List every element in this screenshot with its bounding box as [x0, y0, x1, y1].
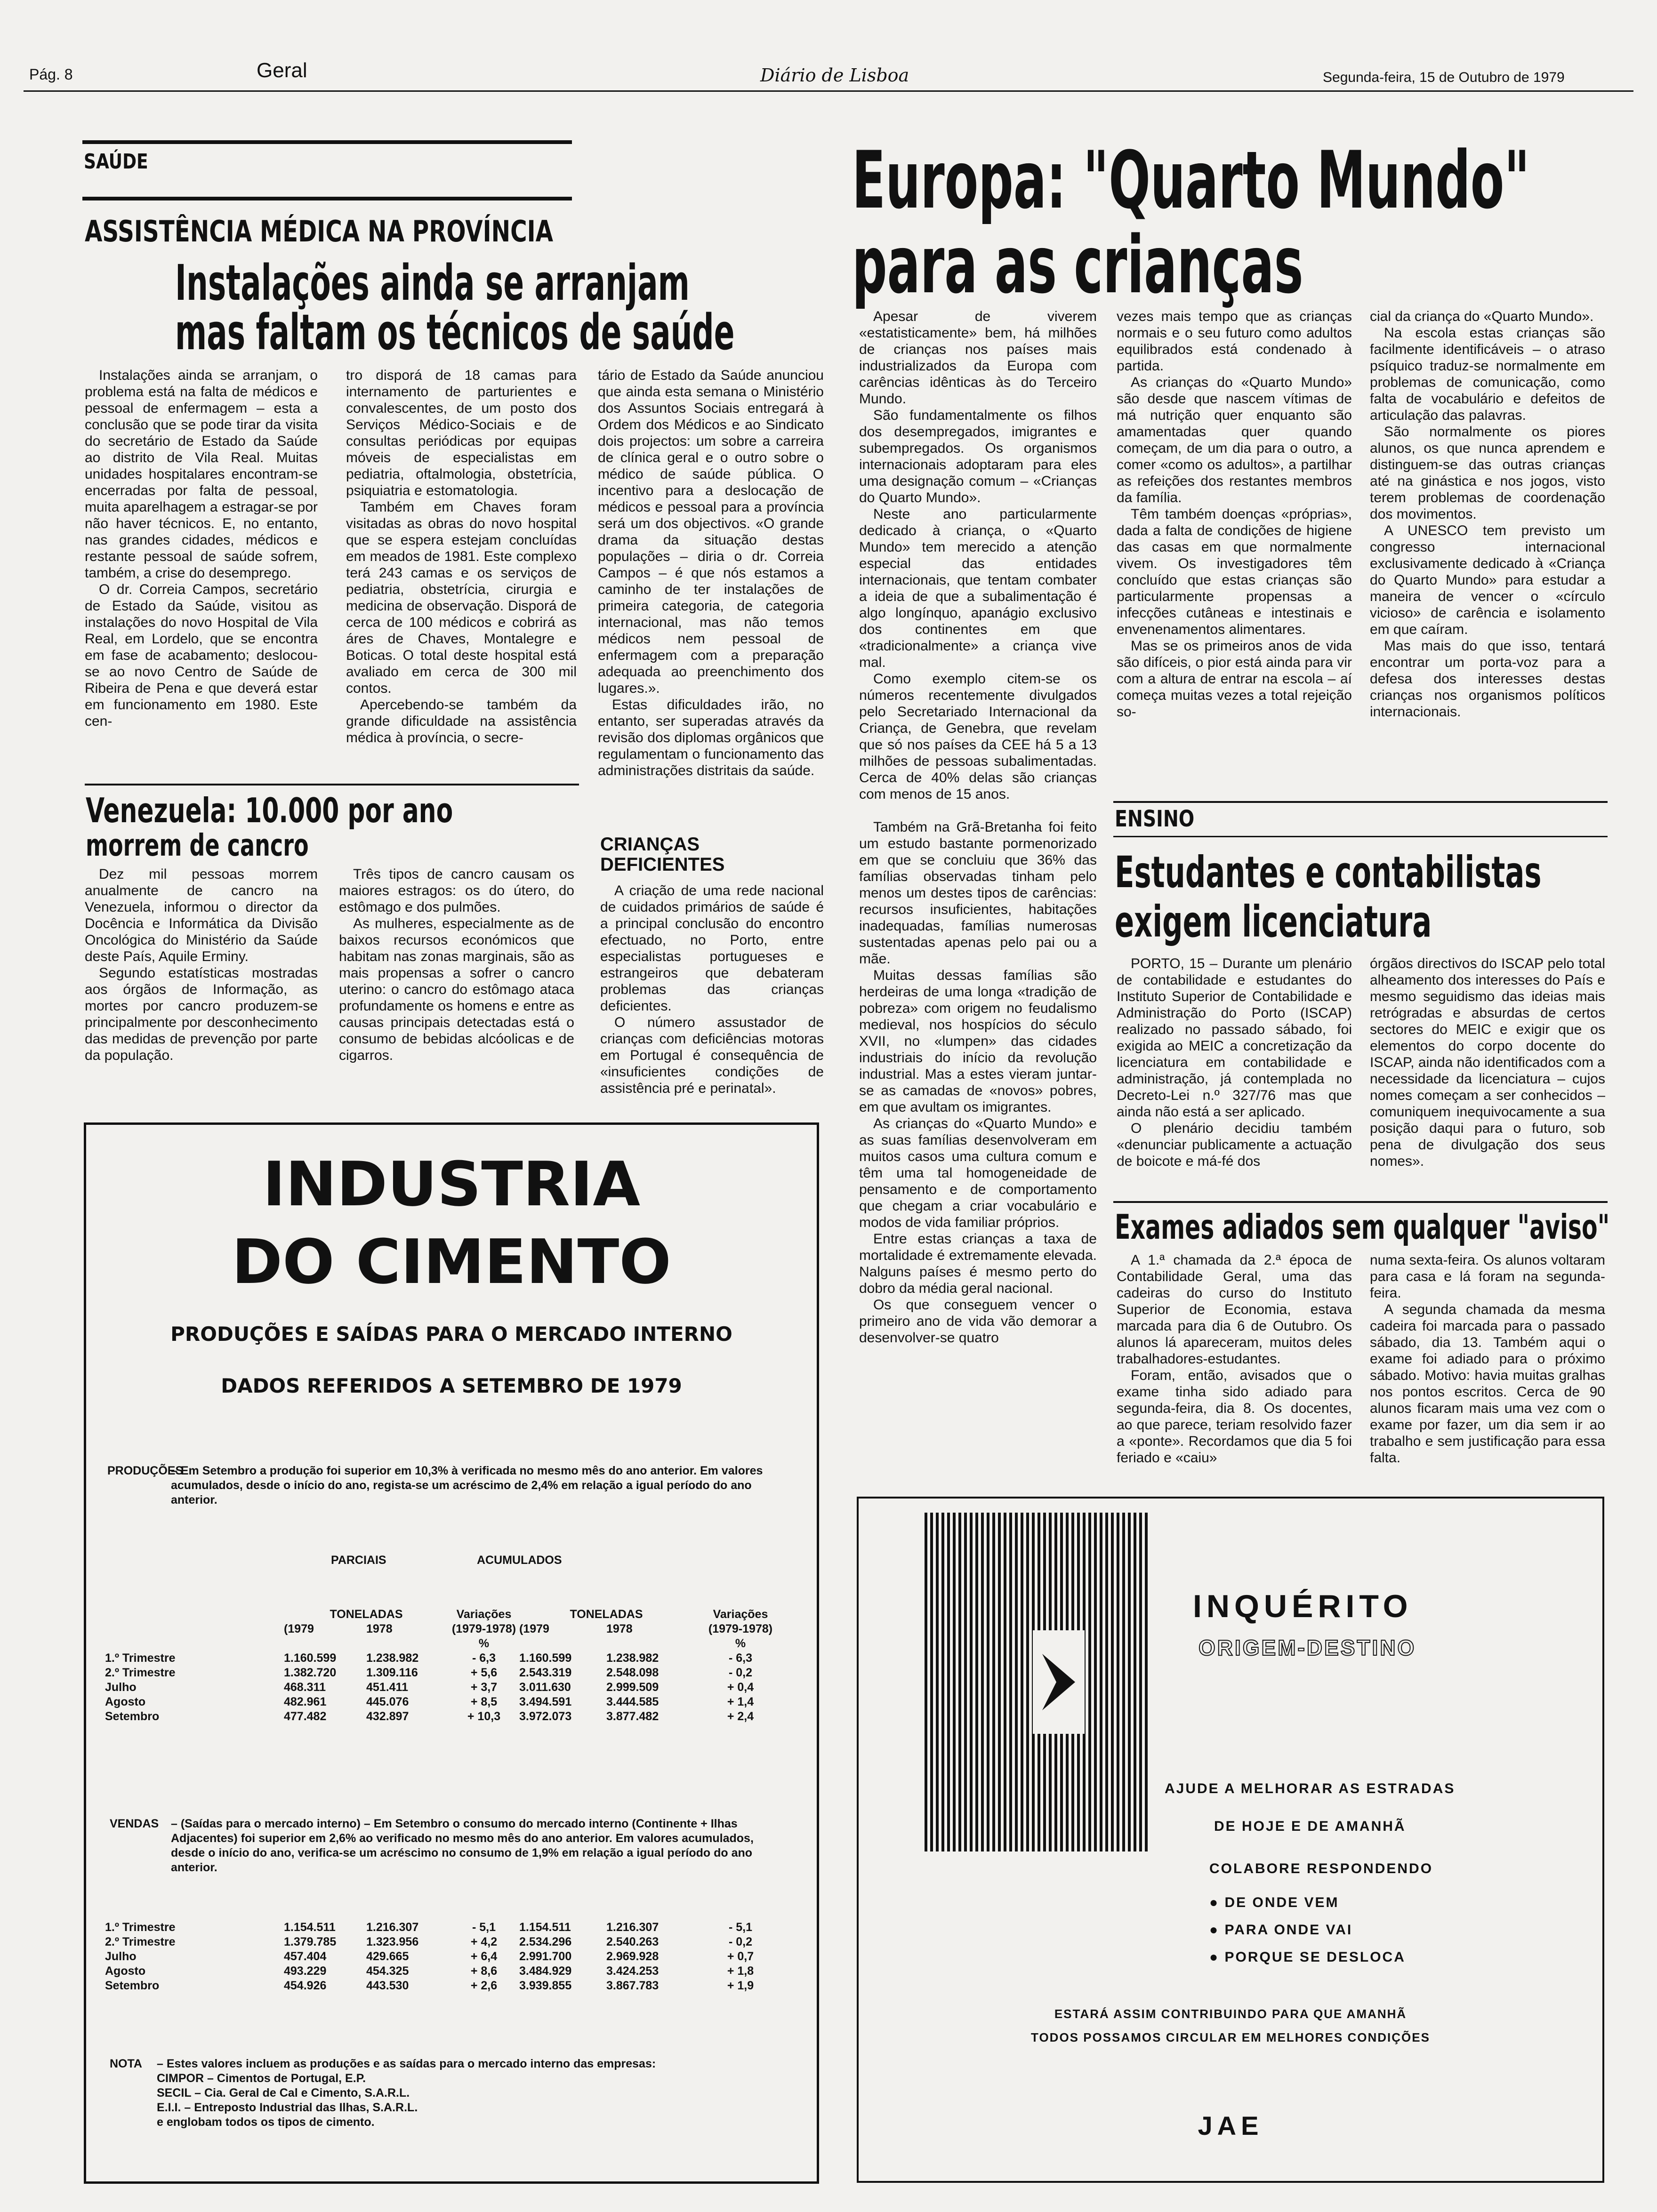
vendas-text: – (Saídas para o mercado interno) – Em Setembro o consumo do mercado interno (Continente + Ilhas Adjacentes) foi superior em 2,6% ao verificado no mesmo mês do ano anterior. Em valores acumulados, desde o início do ano, verifica-se um acréscimo no consumo de 1,9% em relação a igual período do ano anterior. — [171, 1817, 754, 1874]
inquerito-footer-2: TODOS POSSAMOS CIRCULAR EM MELHORES CONDIÇÕES — [1031, 2030, 1430, 2044]
stripe-line — [958, 1513, 961, 1851]
prod-cell-p78: 1.238.982 — [366, 1651, 419, 1665]
saude-p1: Instalações ainda se arranjam, o problema está na falta de médicos e pessoal de enfermagem – esta a conclusão que se pode tirar da visita do secretário de Estado da Saúde ao distrito de Vila Real. Muitas unidades hospitalares encontram-se encerradas por falta de pessoal, muita aparelhagem a estragar-se por não haver técnicos. E, no entanto, nas grandes cidades, médicos e restante pessoal de saúde sofrem, também, a crise do desemprego. — [85, 368, 318, 581]
europa-p6: Muitas dessas famílias são herdeiras de uma longa «tradição de pobreza» com origem no feudalismo medieval, nos hospícios do século XVII, no «lumpen» das cidades industriais do início da revolução industrial. Mas a estes vieram juntar-se as camadas de «novos» pobres, em que avultam os imigrantes. — [859, 968, 1097, 1115]
nota-block — [157, 2057, 769, 2130]
prod-cell-pv: + 8,5 — [470, 1695, 498, 1708]
inquerito-title: INQUÉRITO — [1193, 1588, 1413, 1624]
acumulados-label: ACUMULADOS — [477, 1554, 562, 1567]
stripe-line — [1015, 1513, 1018, 1851]
prod-cell-p79: 1.160.599 — [284, 1651, 337, 1665]
prod-cell-a78: 3.444.585 — [606, 1695, 659, 1708]
vendas-cell-label: 1.º Trimestre — [105, 1921, 176, 1934]
prod-cell-pv: + 5,6 — [470, 1666, 498, 1679]
vendas-row — [105, 1964, 792, 1979]
stripe-line — [1094, 1513, 1097, 1851]
vendas-table — [105, 1920, 792, 1993]
prod-cell-av: + 1,4 — [727, 1695, 754, 1708]
prod-cell-a78: 2.999.509 — [606, 1681, 659, 1694]
exames-rule — [1113, 1201, 1608, 1203]
europa-p7: As crianças do «Quarto Mundo» e as suas famílias desenvolveram em muitos casos uma cultura comum e têm uma tal homogeneidade de pensamento e de comportamento que chegam a criar vocabulário e modos de vida familiar próprios. — [859, 1116, 1097, 1230]
europa-p3: Neste ano particularmente dedicado à criança, o «Quarto Mundo» tem merecido a atenção especial das entidades internacionais, que tentam combater a ideia de que a subalimentação é algo longínquo, apanágio exclusivo dos continentes em que «tradicionalmente» a criança vive mal. — [859, 506, 1097, 670]
exames-p4: A segunda chamada da mesma cadeira foi marcada para o passado sábado, dia 13. Também aqui o exame foi adiado para o próximo sábado. Motivo: havia muitas gralhas nos pontos escritos. Cerca de 90 alunos ficaram mais uma vez com o exame por fazer, um dia sem ir ao trabalho e sem justificação para essa falta. — [1370, 1302, 1605, 1466]
criancas-def-title-2: DEFICIENTES — [600, 854, 725, 875]
vendas-cell-pv: + 2,6 — [470, 1979, 498, 1992]
inquerito-footer-1: ESTARÁ ASSIM CONTRIBUINDO PARA QUE AMANHÃ — [1054, 2007, 1407, 2021]
vendas-cell-pv: + 4,2 — [470, 1935, 498, 1948]
saude-rule-top — [82, 140, 572, 144]
vendas-cell-a78: 2.969.928 — [606, 1950, 659, 1963]
prod-cell-p79: 1.382.720 — [284, 1666, 337, 1679]
prod-head-3 — [105, 1636, 792, 1651]
stripe-line — [1117, 1513, 1119, 1851]
stripe-line — [981, 1513, 984, 1851]
stripe-line — [1111, 1513, 1114, 1851]
prod-cell-a79: 2.543.319 — [519, 1666, 572, 1679]
criancas-def-p1: A criação de uma rede nacional de cuidados primários de saúde é a principal conclusão do encontro efectuado, no Porto, entre especialistas portugueses e estrangeiros que debateram problemas das crianças deficientes. — [600, 883, 824, 1014]
europa-p17: A UNESCO tem previsto um congresso internacional exclusivamente dedicado à «Criança do Quarto Mundo» para estudar a maneira de vencer o «círculo vicioso» de carência e isolamento em que caíram. — [1370, 523, 1605, 637]
h-79-2: (1979 — [519, 1622, 549, 1635]
criancas-def-title-1: CRIANÇAS — [600, 834, 700, 855]
stripe-line — [1009, 1513, 1012, 1851]
stripe-line — [1100, 1513, 1102, 1851]
header-rule — [24, 90, 1633, 92]
stripe-line — [1139, 1513, 1142, 1851]
saude-p7: Estas dificuldades irão, no entanto, ser superadas através da revisão dos diplomas orgânicos que regulamentam o funcionamento das administrações distritais da saúde. — [598, 697, 824, 778]
nota-4: E.I.I. – Entreposto Industrial das Ilhas, S.A.R.L. — [157, 2101, 418, 2114]
ensino-label: ENSINO — [1115, 806, 1195, 832]
prod-cell-pv: + 3,7 — [470, 1681, 498, 1694]
parciais-label: PARCIAIS — [331, 1554, 386, 1567]
vendas-cell-pv: + 8,6 — [470, 1964, 498, 1978]
stripe-line — [947, 1513, 950, 1851]
saude-p6: tário de Estado da Saúde anunciou que ainda esta semana o Ministério dos Assuntos Sociais entregará à Ordem dos Médicos e ao Sindicato dois projectos: um sobre a carreira de clínica geral e o outro sobre o médico de saúde pública. O incentivo para a deslocação de médicos e pessoal para a província será um dos objectivos. «O grande drama da situação destas populações – diria o dr. Correia Campos – é que nós estamos a caminho de ter instalações de primeira categoria, de categoria internacional, mas não temos médicos nem pessoal de enfermagem com a preparação adequada ao preenchimento dos lugares.». — [598, 368, 824, 696]
saude-kicker: ASSISTÊNCIA MÉDICA NA PROVÍNCIA — [85, 214, 554, 248]
vendas-cell-p78: 1.216.307 — [366, 1921, 419, 1934]
bullet-icon: ● — [1209, 1895, 1225, 1910]
prod-rows — [105, 1651, 792, 1724]
h-ton-1: TONELADAS — [330, 1608, 403, 1621]
europa-p11: As crianças do «Quarto Mundo» são desde que nascem vítimas de má nutrição quer enquanto são amamentadas quer quando começam, de um dia para o outro, a comer «como os adultos», a partilhar as refeições dos restantes membros da família. — [1117, 375, 1352, 505]
h-pct-2: % — [735, 1637, 746, 1650]
vendas-cell-a78: 3.867.783 — [606, 1979, 659, 1992]
stripe-line — [964, 1513, 967, 1851]
ensino-p3: órgãos directivos do ISCAP pelo total alheamento dos interesses do País e mesmo seguidismo das ideias mais retrógradas e absurdas de certos sectores do MEIC e exigir que os elementos do corpo docente do ISCAP, ainda não identificados com a necessidade da licenciatura – cujos nomes começam a ser conhecidos – comuniquem inequivocamente a sua posição daqui para o futuro, sob pena de divulgação dos seus nomes». — [1370, 956, 1605, 1169]
vendas-label: VENDAS — [110, 1817, 159, 1830]
stripe-line — [1145, 1513, 1148, 1851]
h-78-2: 1978 — [606, 1622, 633, 1635]
cimento-ad — [84, 1122, 819, 2184]
stripe-line — [998, 1513, 1001, 1851]
stripe-line — [1004, 1513, 1006, 1851]
h-ton-2: TONELADAS — [570, 1608, 643, 1621]
prod-cell-av: + 2,4 — [727, 1710, 754, 1723]
saude-rule-bottom — [82, 197, 572, 200]
europa-p15: Na escola estas crianças são facilmente identificáveis – o atraso psíquico traduz-se normalmente em problemas de comunicação, como falta de vocabulário e defeitos de articulação das palavras. — [1370, 325, 1605, 423]
stripe-line — [1122, 1513, 1125, 1851]
bullet-icon: ● — [1209, 1922, 1225, 1938]
nota-label: NOTA — [110, 2057, 142, 2070]
vendas-cell-a79: 2.991.700 — [519, 1950, 572, 1963]
h-79-1: (1979 — [284, 1622, 314, 1635]
europa-p13: Mas se os primeiros anos de vida são difíceis, o pior está ainda para vir com a altura de entrar na escola – aí começa muitas vezes a total rejeição so- — [1117, 638, 1352, 720]
vendas-cell-label: Agosto — [105, 1964, 146, 1978]
venezuela-col-1 — [85, 866, 318, 1064]
vendas-cell-av: + 0,7 — [727, 1950, 754, 1963]
europa-p2: São fundamentalmente os filhos dos desempregados, imigrantes e subempregados. Os organismos internacionais adoptaram para eles uma designação comum – «Crianças do Quarto Mundo». — [859, 408, 1097, 505]
prod-cell-label: 2.º Trimestre — [105, 1666, 176, 1679]
europa-p8: Entre estas crianças a taxa de mortalidade é extremamente elevada. Nalguns países é mesmo perto do dobro da média geral nacional. — [859, 1231, 1097, 1296]
vendas-cell-a78: 2.540.263 — [606, 1935, 659, 1948]
vendas-cell-p79: 454.926 — [284, 1979, 327, 1992]
vendas-cell-pv: - 5,1 — [472, 1921, 496, 1934]
prod-cell-p78: 445.076 — [366, 1695, 409, 1708]
exames-headline: Exames adiados sem qualquer "aviso" — [1115, 1207, 1610, 1247]
inquerito-line-3: COLABORE RESPONDENDO — [1209, 1861, 1433, 1876]
saude-headline-1: Instalações ainda se arranjam — [175, 254, 690, 312]
vendas-cell-av: + 1,9 — [727, 1979, 754, 1992]
prod-cell-p79: 468.311 — [284, 1681, 326, 1694]
prod-cell-p79: 477.482 — [284, 1710, 327, 1723]
inquerito-subtitle: ORIGEM-DESTINO — [1199, 1635, 1416, 1660]
vendas-row — [105, 1979, 792, 1993]
prod-head-2 — [105, 1622, 792, 1636]
vendas-cell-p79: 457.404 — [284, 1950, 327, 1963]
vendas-cell-a79: 3.939.855 — [519, 1979, 572, 1992]
prod-cell-a78: 1.238.982 — [606, 1651, 659, 1665]
venezuela-headline-1: Venezuela: 10.000 por ano — [86, 791, 453, 830]
criancas-def-body — [600, 882, 824, 1097]
stripe-line — [1134, 1513, 1136, 1851]
prod-cell-label: Setembro — [105, 1710, 160, 1723]
stripe-line — [1026, 1513, 1029, 1851]
criancas-def-p2: O número assustador de crianças com deficiências motoras em Portugal é consequência de «insuficientes condições de assistência pré e perinatal». — [600, 1015, 824, 1096]
vendas-cell-av: + 1,8 — [727, 1964, 754, 1978]
europa-p18: Mas mais do que isso, tentará encontrar um porta-voz para a defesa dos interesses destas crianças nos organismos políticos internacionais. — [1370, 638, 1605, 720]
cimento-title-1: INDUSTRIA — [262, 1148, 641, 1220]
venezuela-headline-2: morrem de cancro — [86, 828, 309, 863]
cimento-sub-2: DADOS REFERIDOS A SETEMBRO DE 1979 — [221, 1374, 682, 1397]
europa-p9: Os que conseguem vencer o primeiro ano de vida vão demorar a desenvolver-se quatro — [859, 1297, 1097, 1346]
prod-cell-label: Agosto — [105, 1695, 146, 1708]
saude-label: SAÚDE — [84, 150, 148, 174]
vendas-cell-a79: 3.484.929 — [519, 1964, 572, 1978]
prod-cell-av: + 0,4 — [727, 1681, 754, 1694]
ensino-col-2 — [1370, 955, 1605, 1170]
h-v-1: (1979-1978) — [451, 1622, 516, 1635]
vendas-row — [105, 1935, 792, 1949]
bullet-icon: ● — [1209, 1949, 1225, 1965]
vendas-cell-p78: 1.323.956 — [366, 1935, 419, 1948]
ensino-p2: O plenário decidiu também «denunciar publicamente a actuação de boicote e má-fé dos — [1117, 1121, 1352, 1169]
nota-3: SECIL – Cia. Geral de Cal e Cimento, S.A.R.L. — [157, 2086, 410, 2100]
masthead: Diário de Lisboa — [760, 65, 909, 86]
prod-cell-av: - 6,3 — [728, 1651, 753, 1665]
nota-1: – Estes valores incluem as produções e as saídas para o mercado interno das empresas: — [157, 2057, 656, 2070]
prod-table — [105, 1607, 792, 1724]
europa-p4: Como exemplo citem-se os números recentemente divulgados pelo Secretariado Internacional da Criança, de Genebra, que revelam que só nos países da CEE há 5 a 13 milhões de pessoas subalimentadas. Cerca de 40% delas são crianças com menos de 15 anos. — [859, 671, 1097, 802]
vendas-cell-p79: 1.379.785 — [284, 1935, 337, 1948]
stripe-line — [925, 1513, 927, 1851]
europa-p16: São normalmente os piores alunos, os que nunca aprendem e distinguem-se das outras crianças até na ginástica e nos jogos, visto terem problemas de coordenação dos movimentos. — [1370, 424, 1605, 522]
europa-headline-2: para as crianças — [852, 219, 1303, 311]
vendas-row — [105, 1920, 792, 1935]
prod-cell-a79: 3.972.073 — [519, 1710, 572, 1723]
prod-cell-a79: 1.160.599 — [519, 1651, 572, 1665]
prod-row — [105, 1709, 792, 1724]
vendas-cell-p78: 454.325 — [366, 1964, 409, 1978]
vendas-row — [105, 1949, 792, 1964]
prod-cell-a78: 2.548.098 — [606, 1666, 659, 1679]
prod-row — [105, 1666, 792, 1680]
vendas-cell-av: - 5,1 — [728, 1921, 753, 1934]
saude-headline-2: mas faltam os técnicos de saúde — [175, 304, 735, 361]
exames-p1: A 1.ª chamada da 2.ª época de Contabilidade Geral, uma das cadeiras do curso do Instituto Superior de Economia, estava marcada para dia 6 de Outubro. Os alunos lá apareceram, muitos deles trabalhadores-estudantes. — [1117, 1252, 1352, 1367]
stripe-line — [1105, 1513, 1108, 1851]
prod-row — [105, 1680, 792, 1695]
vendas-cell-a78: 3.424.253 — [606, 1964, 659, 1978]
vendas-rows — [105, 1920, 792, 1993]
prod-cell-pv: - 6,3 — [472, 1651, 496, 1665]
prod-cell-p78: 1.309.116 — [366, 1666, 418, 1679]
vendas-cell-label: Julho — [105, 1950, 137, 1963]
vendas-cell-a79: 1.154.511 — [519, 1921, 571, 1934]
prod-cell-p78: 451.411 — [366, 1681, 408, 1694]
europa-p14: cial da criança do «Quarto Mundo». — [1370, 309, 1594, 324]
prod-cell-a79: 3.011.630 — [519, 1681, 571, 1694]
h-var-1: Variações — [456, 1608, 512, 1621]
vendas-cell-p79: 1.154.511 — [284, 1921, 336, 1934]
inquerito-stripes-graphic — [925, 1513, 1150, 1851]
stripe-line — [930, 1513, 933, 1851]
jae-logo: JAE — [1198, 2111, 1263, 2140]
ensino-rule-top — [1113, 801, 1608, 803]
prod-text: – Em Setembro a produção foi superior em 10,3% à verificada no mesmo mês do ano anterior. Em valores acumulados, desde o início do ano, regista-se um acréscimo de 2,4% em relação a igual período do ano anterior. — [171, 1464, 763, 1507]
h-var-2: Variações — [713, 1608, 768, 1621]
vendas-cell-pv: + 6,4 — [470, 1950, 498, 1963]
h-78-1: 1978 — [366, 1622, 393, 1635]
inquerito-bullets — [1209, 1889, 1406, 1971]
exames-p2: Foram, então, avisados que o exame tinha sido adiado para segunda-feira, dia 8. Os docentes, ao que parece, teriam resolvido fazer a «ponte». Recordamos que dia 5 foi feriado e «caiu» — [1117, 1368, 1352, 1466]
venezuela-p1: Dez mil pessoas morrem anualmente de cancro na Venezuela, informou o director da Docência e Informática da Divisão Oncológica do Ministério da Saúde deste País, Aquile Erminy. — [85, 866, 318, 964]
europa-p1: Apesar de viverem «estatisticamente» bem, há milhões de crianças nos países mais industrializados da Europa com carências idênticas às do Terceiro Mundo. — [859, 309, 1097, 407]
section-label: Geral — [257, 59, 307, 82]
vendas-cell-p78: 443.530 — [366, 1979, 409, 1992]
prod-cell-p79: 482.961 — [284, 1695, 327, 1708]
ensino-col-1 — [1117, 955, 1352, 1170]
venezuela-p2: Segundo estatísticas mostradas aos órgãos de Informação, as mortes por cancro produzem-se principalmente por desconhecimento das medidas de prevenção por parte da população. — [85, 965, 318, 1063]
stripe-line — [1088, 1513, 1091, 1851]
stripe-line — [936, 1513, 939, 1851]
ensino-headline-2: exigem licenciatura — [1115, 897, 1432, 947]
stripe-line — [970, 1513, 973, 1851]
venezuela-col-2 — [339, 866, 574, 1064]
europa-col-3 — [1370, 308, 1605, 720]
europa-p12: Têm também doenças «próprias», dada a falta de condições de higiene das casas em que normalmente vivem. Os investigadores têm concluído que estas crianças são particularmente propensas a infecções cutâneas e intestinais e envenenamentos alimentares. — [1117, 506, 1352, 637]
prod-cell-a78: 3.877.482 — [606, 1710, 659, 1723]
venezuela-p3: Três tipos de cancro causam os maiores estragos: os do útero, do estômago e dos pulmões. — [339, 866, 574, 915]
exames-p3: numa sexta-feira. Os alunos voltaram para casa e lá foram na segunda-feira. — [1370, 1252, 1605, 1301]
h-pct-1: % — [478, 1637, 490, 1650]
prod-head-1 — [105, 1607, 792, 1622]
bullet-item-2: ● PARA ONDE VAI — [1209, 1922, 1353, 1938]
vendas-cell-a78: 1.216.307 — [606, 1921, 659, 1934]
saude-p2: O dr. Correia Campos, secretário de Estado da Saúde, visitou as instalações do novo Hospital de Vila Real, em Lordelo, que se encontra em fase de acabamento; deslocou-se ao novo Centro de Saúde de Ribeira de Pena e que deverá estar em funcionamento em 1980. Este cen- — [85, 582, 318, 729]
prod-cell-label: Julho — [105, 1681, 137, 1694]
bullet-item-3: ● PORQUE SE DESLOCA — [1209, 1949, 1406, 1965]
europa-col-1 — [859, 308, 1097, 1346]
stripe-line — [975, 1513, 978, 1851]
stripe-line — [987, 1513, 989, 1851]
ensino-headline-1: Estudantes e contabilistas — [1115, 847, 1542, 898]
vendas-cell-label: 2.º Trimestre — [105, 1935, 176, 1948]
saude-col-1 — [85, 367, 318, 729]
prod-row — [105, 1695, 792, 1709]
saude-p3: tro disporá de 18 camas para internamento de parturientes e convalescentes, de um posto dos Serviços Médico-Sociais e de consultas periódicas por equipas móveis de especialistas em pediatria, oftalmologia, obstetrícia, psiquiatria e estomatologia. — [346, 368, 577, 498]
inquerito-line-1: AJUDE A MELHORAR AS ESTRADAS — [1165, 1781, 1456, 1796]
cimento-title-2: DO CIMENTO — [232, 1226, 671, 1298]
vendas-cell-p78: 429.665 — [366, 1950, 409, 1963]
inquerito-line-2: DE HOJE E DE AMANHÃ — [1214, 1819, 1406, 1834]
saude-p4: Também em Chaves foram visitadas as obras do novo hospital que se espera estejam concluídas em meados de 1981. Este complexo terá 243 camas e os serviços de pediatria, obstetrícia, cirurgia e medicina de observação. Disporá de cerca de 100 médicos e cobrirá as áres de Chaves, Montalegre e Boticas. O total deste hospital está avaliado em cerca de 300 mil contos. — [346, 499, 577, 696]
prod-cell-a79: 3.494.591 — [519, 1695, 572, 1708]
prod-cell-pv: + 10,3 — [467, 1710, 501, 1723]
stripe-line — [992, 1513, 995, 1851]
vendas-cell-label: Setembro — [105, 1979, 160, 1992]
stripe-line — [941, 1513, 944, 1851]
page-number: Pág. 8 — [29, 66, 73, 83]
vendas-cell-a79: 2.534.296 — [519, 1935, 572, 1948]
exames-col-2 — [1370, 1252, 1605, 1466]
bullet-item-1: ● DE ONDE VEM — [1209, 1895, 1339, 1910]
venezuela-rule — [85, 784, 579, 785]
vendas-cell-p79: 493.229 — [284, 1964, 327, 1978]
vendas-cell-av: - 0,2 — [728, 1935, 753, 1948]
prod-row — [105, 1651, 792, 1666]
stripe-line — [1128, 1513, 1131, 1851]
prod-cell-p78: 432.897 — [366, 1710, 409, 1723]
saude-p5: Apercebendo-se também da grande dificuldade na assistência médica à província, o secre- — [346, 697, 577, 745]
cimento-sub-1: PRODUÇÕES E SAÍDAS PARA O MERCADO INTERNO — [170, 1322, 732, 1346]
saude-col-2 — [346, 367, 577, 746]
issue-date: Segunda-feira, 15 de Outubro de 1979 — [1323, 70, 1565, 85]
prod-label: PRODUÇÕES — [107, 1464, 184, 1477]
nota-2: CIMPOR – Cimentos de Portugal, E.P. — [157, 2072, 366, 2085]
nota-5: e englobam todos os tipos de cimento. — [157, 2116, 375, 2129]
ensino-rule-mid — [1113, 836, 1608, 837]
venezuela-p4: As mulheres, especialmente as de baixos recursos económicos que habitam nas zonas marginais, são as mais propensas a sofrer o cancro uterino: o cancro do estômago ataca profundamente os homens e entre as causas principais detectadas está o consumo de bebidas alcóolicas e de cigarros. — [339, 916, 574, 1063]
exames-col-1 — [1117, 1252, 1352, 1466]
saude-col-3 — [598, 367, 824, 779]
stripe-line — [1021, 1513, 1023, 1851]
europa-col-2 — [1117, 308, 1352, 720]
inquerito-ad — [857, 1497, 1604, 2183]
ensino-p1: PORTO, 15 – Durante um plenário de contabilidade e estudantes do Instituto Superior de Contabilidade e Administração do Porto (ISCAP) realizado no passado sábado, foi exigida ao MEIC a concretização da licenciatura em contabilidade e administração, já contemplada no Decreto-Lei n.º 327/76 mas que ainda não está a ser aplicado. — [1117, 956, 1352, 1120]
europa-p10: vezes mais tempo que as crianças normais e o seu futuro como adultos equilibrados está condenado à partida. — [1117, 309, 1352, 374]
prod-cell-label: 1.º Trimestre — [105, 1651, 176, 1665]
europa-headline-1: Europa: "Quarto Mundo" — [852, 134, 1530, 226]
prod-cell-av: - 0,2 — [728, 1666, 753, 1679]
h-v-2: (1979-1978) — [708, 1622, 773, 1635]
europa-p5: Também na Grã-Bretanha foi feito um estudo bastante pormenorizado em que se concluiu que 36% das famílias observadas tinham pelo menos um destes tipos de carências: recursos insuficientes, habitações inadequadas, famílias numerosas sustentadas apenas pelo pai ou a mãe. — [859, 819, 1097, 967]
stripe-line — [953, 1513, 956, 1851]
